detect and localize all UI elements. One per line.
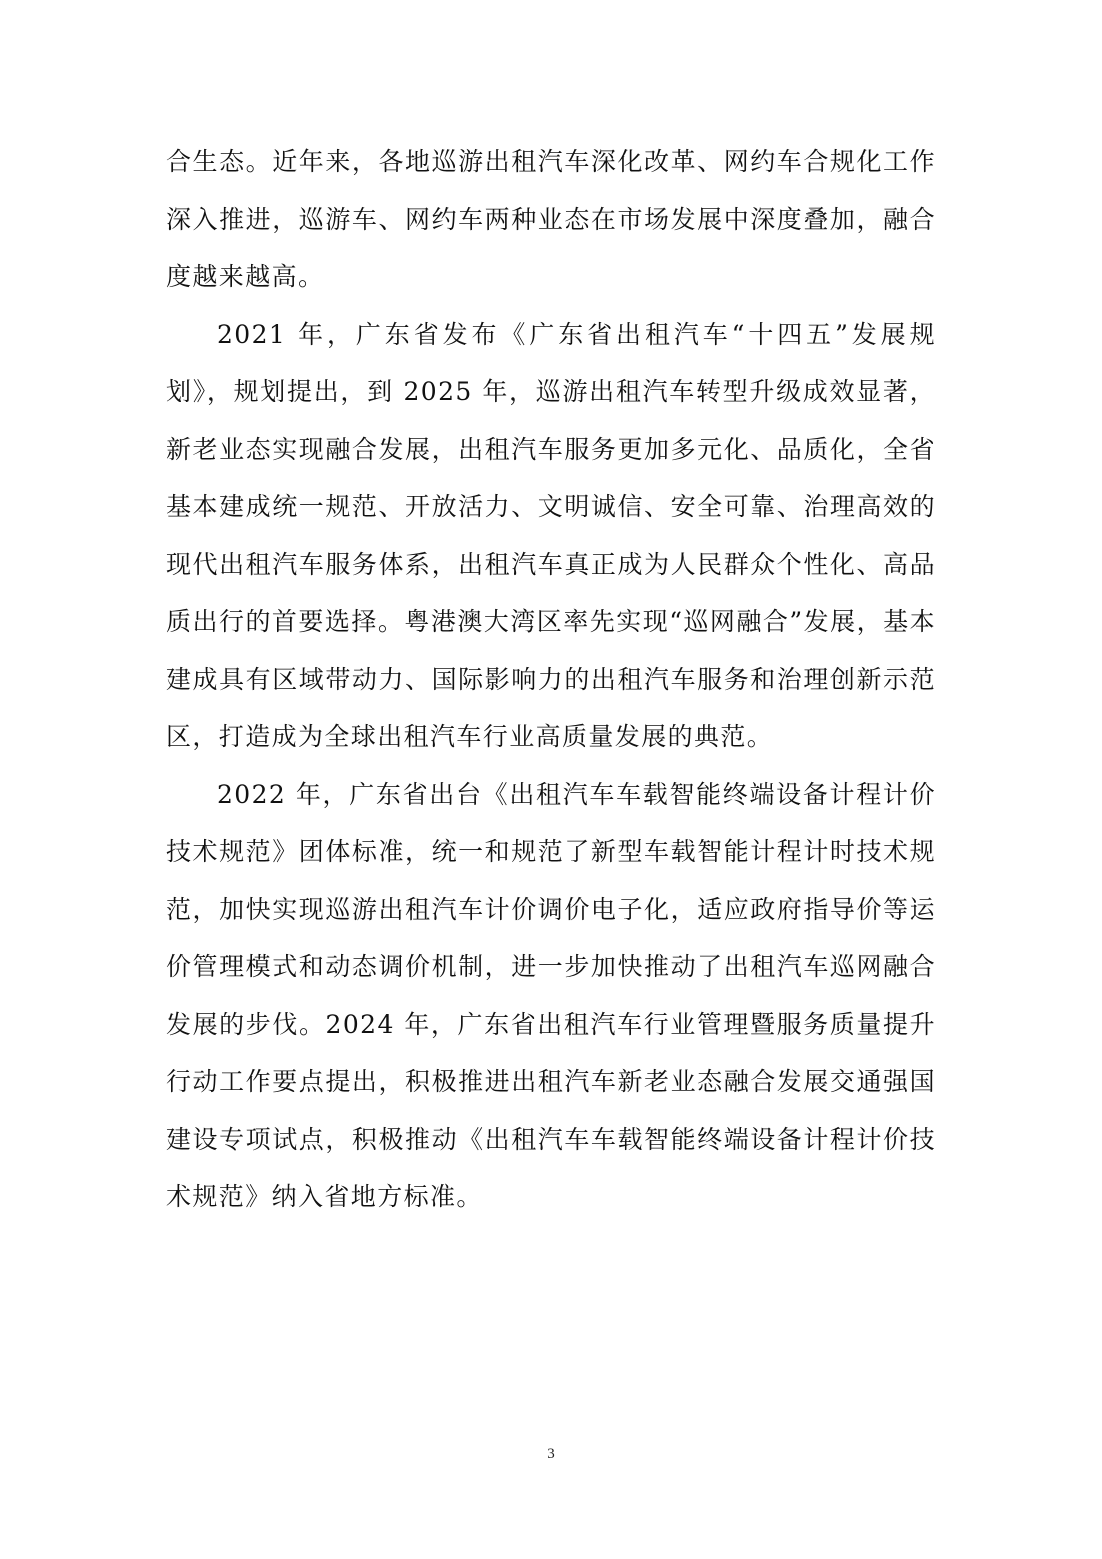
paragraph-2021-plan: 2021 年，广东省发布《广东省出租汽车“十四五”发展规划》，规划提出，到 2025 年，巡游出租汽车转型升级成效显著，新老业态实现融合发展，出租汽车服务更加多元化、品质化，全省基本建成统一规范、开放活力、文明诚信、安全可靠、治理高效的现代出租汽车服务体系，出租汽车真正成为人民群众个性化、高品质出行的首要选择。粤港澳大湾区率先实现“巡网融合”发展，基本建成具有区域带动力、国际影响力的出租汽车服务和治理创新示范区，打造成为全球出租汽车行业高质量发展的典范。 <box>166 319 936 751</box>
page-number: 3 <box>547 1446 555 1462</box>
body-text <box>166 133 936 1226</box>
paragraph-continued: 合生态。近年来，各地巡游出租汽车深化改革、网约车合规化工作深入推进，巡游车、网约车两种业态在市场发展中深度叠加，融合度越来越高。 <box>166 147 936 291</box>
paragraph-2022-standard: 2022 年，广东省出台《出租汽车车载智能终端设备计程计价技术规范》团体标准，统一和规范了新型车载智能计程计时技术规范，加快实现巡游出租汽车计价调价电子化，适应政府指导价等运价管理模式和动态调价机制，进一步加快推动了出租汽车巡网融合发展的步伐。2024 年，广东省出租汽车行业管理暨服务质量提升行动工作要点提出，积极推进出租汽车新老业态融合发展交通强国建设专项试点，积极推动《出租汽车车载智能终端设备计程计价技术规范》纳入省地方标准。 <box>166 779 936 1211</box>
